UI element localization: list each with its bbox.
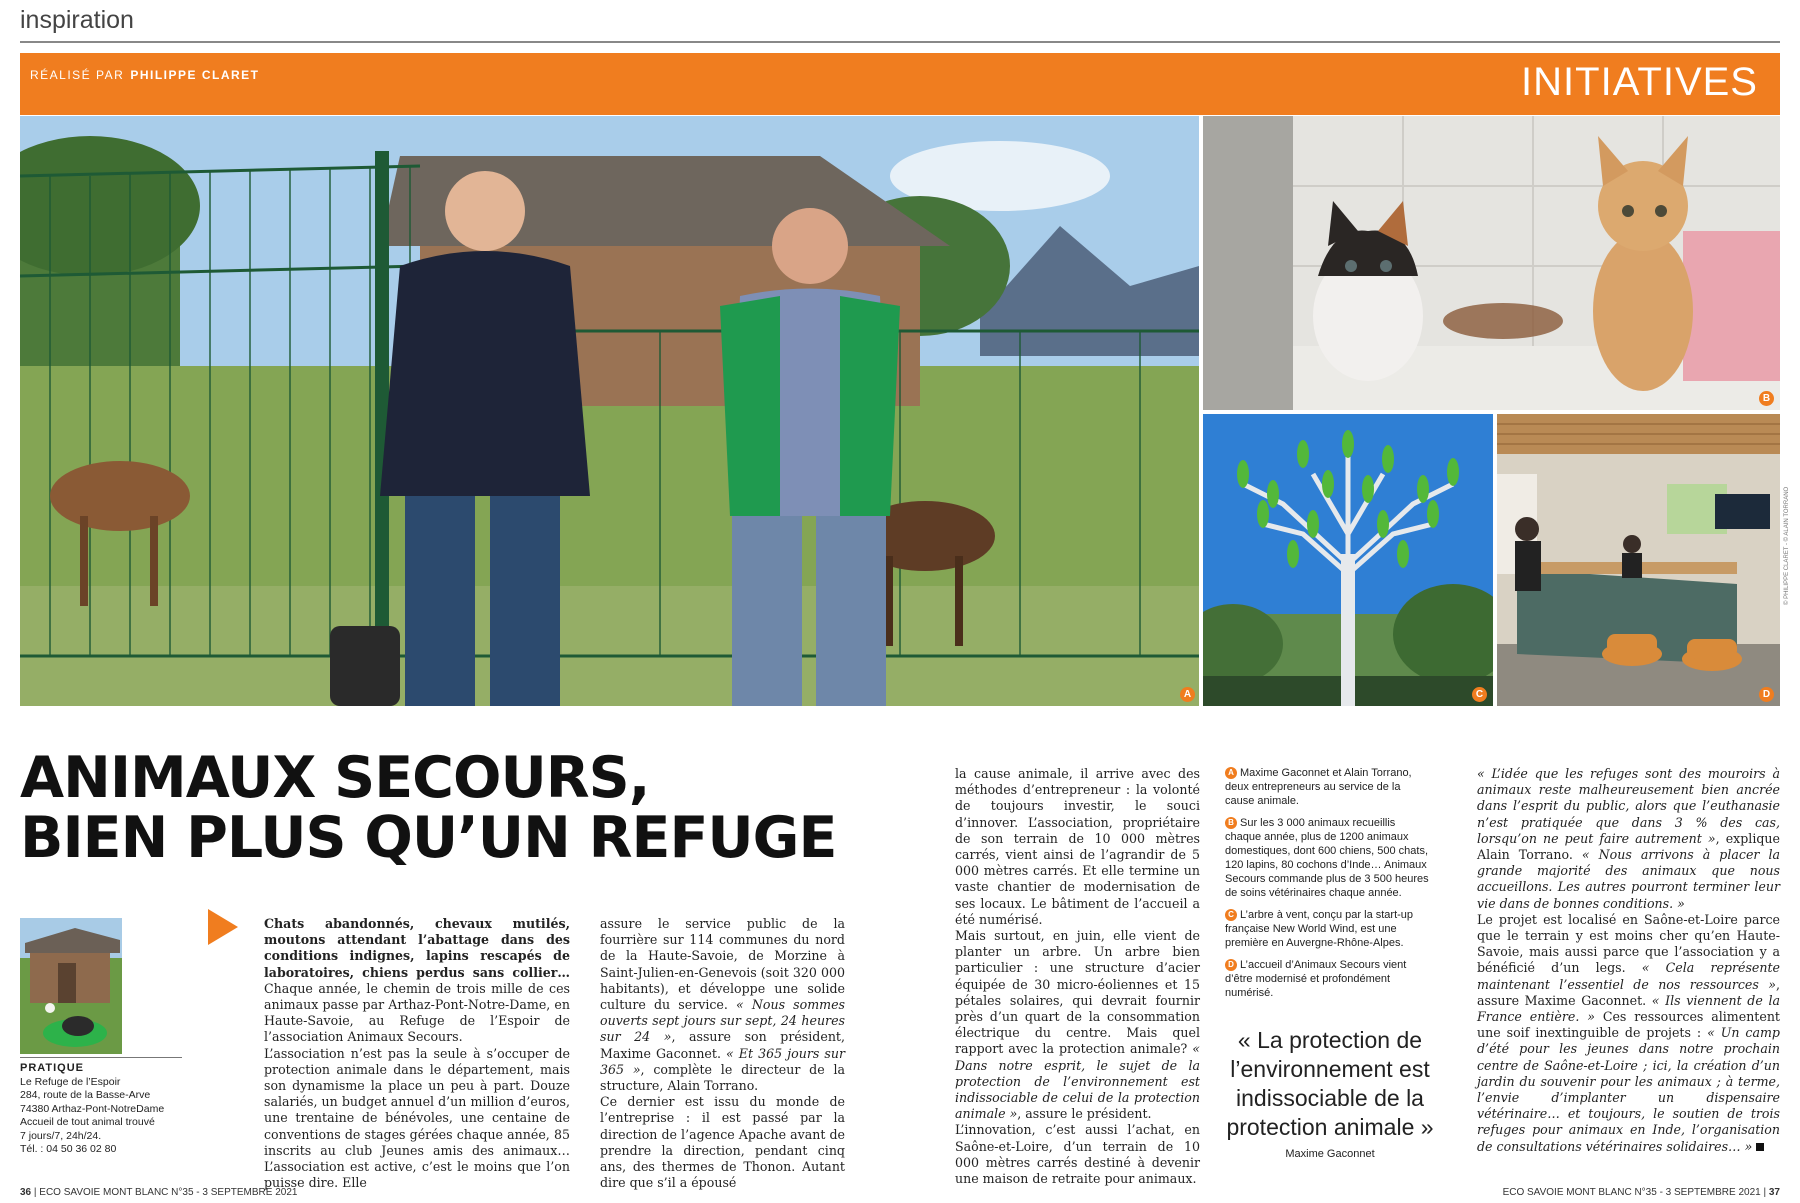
section-label: inspiration <box>20 6 134 34</box>
photo-d-illustration <box>1497 414 1780 706</box>
byline-prefix: RÉALISÉ PAR <box>30 68 125 82</box>
caption-a <box>1225 766 1430 808</box>
lead-bold: Chats abandonnés, chevaux mutilés, moutons attendant l’abattage dans des conditions indignes, lapins rescapés de laboratoires, chiens perdus sans collier… <box>264 916 570 980</box>
byline <box>30 68 260 82</box>
headline <box>20 745 837 871</box>
pratique-line: 74380 Arthaz-Pont-NotreDame <box>20 1102 165 1115</box>
text-run: , assure Maxime Gaconnet. <box>1477 976 1780 1008</box>
photo-a-illustration <box>20 116 1199 706</box>
pratique-line: 7 jours/7, 24h/24. <box>20 1129 102 1142</box>
photo-a-founders <box>20 116 1199 706</box>
pratique-rule <box>20 1057 182 1058</box>
pratique-thumbnail <box>20 918 122 1054</box>
quote-run: « Cela représente maintenant l’essentiel de nos ressources » <box>1477 960 1780 992</box>
text-run: , complète le directeur de la structure, Alain Torrano. <box>600 1061 845 1094</box>
page-number-right: 37 <box>1768 1187 1780 1198</box>
caption-text: L’accueil d’Animaux Secours vient d’être modernisé et profondément numérisé. <box>1225 959 1407 999</box>
caption-text: Maxime Gaconnet et Alain Torrano, deux entrepreneurs au service de la cause animale. <box>1225 767 1412 807</box>
paragraph: L’association n’est pas la seule à s’occuper de protection animale dans le département, mais son dynamisme la place un peu à part. Douze salariés, un budget annuel d’un million d’euros, une trentaine de bénévoles, une centaine de conventions de stages gérées chaque année, 85 inscrits au club Jeunes amis des animaux… L’association est active, c’est le moins que l’on puisse dire. Elle <box>264 1045 570 1191</box>
text-run: , explique Alain Torrano. <box>1477 830 1780 863</box>
pratique-line: Accueil de tout animal trouvé <box>20 1116 155 1128</box>
footer-right-text: ECO SAVOIE MONT BLANC N°35 - 3 SEPTEMBRE 2021 | <box>1502 1187 1767 1198</box>
pratique-line: 284, route de la Basse-Arve <box>20 1089 151 1101</box>
pratique-title: PRATIQUE <box>20 1062 85 1074</box>
quote-run: « Dans notre esprit, le sujet de la protection de l’environnement est indissociable de celui de la protection animale » <box>955 1041 1200 1122</box>
caption-d <box>1225 958 1430 1000</box>
paragraph <box>1477 912 1780 1155</box>
article-column-5 <box>1477 766 1780 1155</box>
paragraph <box>955 928 1200 1122</box>
text-run: Mais surtout, en juin, elle vient de planter un arbre. Un arbre bien particulier : une structure d’acier équipée de 30 micro-éoliennes et 15 pétales solaires, qui devrait fournir près d’un quart de la consommation électrique du centre. Mais quel rapport avec la protection animale? <box>955 928 1200 1057</box>
caption-text: L’arbre à vent, conçu par la start-up française New World Wind, est une première en Auvergne-Rhône-Alpes. <box>1225 909 1414 949</box>
rubric-band <box>20 53 1780 115</box>
text-run: assure le service public de la fourrière sur 114 communes du nord de la Haute-Savoie, de Morzine à Saint-Julien-en-Genevois (soit 320 000 habitants), et développe une solide culture du service. <box>600 916 845 1013</box>
footer-right <box>1503 1187 1780 1198</box>
text-run: , assure son président, Maxime Gaconnet. <box>600 1029 845 1061</box>
photo-c-wind-tree <box>1203 414 1493 706</box>
photo-letter-a: A <box>1180 687 1195 702</box>
photo-captions <box>1225 766 1430 1008</box>
photo-credit: © PHILIPPE CLARET - © ALAIN TORRANO <box>1784 486 1790 605</box>
headline-line-2: BIEN PLUS QU’UN REFUGE <box>20 805 837 871</box>
caption-letter-b: B <box>1225 817 1237 829</box>
paragraph <box>1477 766 1780 912</box>
pratique-box <box>20 1062 190 1157</box>
quote-run: « Et 365 jours sur 365 » <box>600 1045 845 1077</box>
text-run: , assure le président. <box>1017 1106 1152 1122</box>
caption-c <box>1225 908 1430 950</box>
article-column-3 <box>955 766 1200 1187</box>
quote-run: « Nous arrivons à placer la grande majorité des animaux que nous accueillons. Les autres pourront terminer leur vie dans de bonnes conditions. » <box>1477 847 1780 911</box>
byline-author: PHILIPPE CLARET <box>130 68 260 82</box>
footer-left <box>20 1187 297 1198</box>
footer-left-text: | ECO SAVOIE MONT BLANC N°35 - 3 SEPTEMBRE 2021 <box>33 1187 298 1198</box>
paragraph: Ce dernier est issu du monde de l’entreprise : il est passé par la direction de l’agence Apache avant de prendre la direction, pendant cinq ans, des thermes de Thonon. Autant dire que s’il a épousé <box>600 1094 845 1191</box>
caption-letter-d: D <box>1225 959 1237 971</box>
photo-b-illustration <box>1203 116 1780 410</box>
caption-b <box>1225 816 1430 900</box>
pratique-line: Le Refuge de l’Espoir <box>20 1075 121 1088</box>
end-mark-icon <box>1756 1143 1764 1151</box>
paragraph: la cause animale, il arrive avec des méthodes d’entrepreneur : la volonté de toujours investir, le souci d’innover. L’association, propriétaire de son terrain de 10 000 mètres carrés, vient ainsi de l’agrandir de 5 000 mètres carrés. Et elle termine un vaste chantier de modernisation de ses locaux. Le bâtiment de l’accueil a été numérisé. <box>955 766 1200 927</box>
headline-line-1: ANIMAUX SECOURS, <box>20 745 650 811</box>
top-rule <box>20 41 1780 43</box>
lead-paragraph <box>264 916 570 1046</box>
pratique-line: Tél. : 04 50 36 02 80 <box>20 1143 117 1155</box>
pull-quote-author: Maxime Gaconnet <box>1285 1148 1375 1160</box>
quote-run: « Nous sommes ouverts sept jours sur sept, 24 heures sur 24 » <box>600 997 846 1045</box>
text-run: Le projet est localisé en Saône-et-Loire parce que le terrain y est moins cher qu’en Haute-Savoie, mais aussi parce que l’association y a bénéficié d’un legs. <box>1477 911 1780 976</box>
caption-text: Sur les 3 000 animaux recueillis chaque année, plus de 1200 animaux domestiques, dont 600 chiens, 500 chats, 120 lapins, 80 cochons d’Inde… Animaux Secours commande plus de 3 500 heures de soins vétérinaires chaque année. <box>1225 817 1429 899</box>
quote-run: « Un camp d’été pour les jeunes dans notre prochain centre de Saône-et-Loire ; ici, la création d’un jardin du souvenir pour les animaux ; à terme, l’envie d’implanter un dispensaire vétérinaire… et toujours, le soutien de trois refuges pour animaux en Inde, l’organisation de consultations vétérinaires solidaires… » <box>1477 1025 1780 1154</box>
lead-arrow-icon <box>208 909 238 945</box>
lead-rest: Chaque année, le chemin de trois mille de ces animaux passe par Arthaz-Pont-Notre-Dame, en Haute-Savoie, au Refuge de l’Espoir de l’association Animaux Secours. <box>264 980 570 1045</box>
paragraph: L’innovation, c’est aussi l’achat, en Saône-et-Loire, d’un terrain de 10 000 mètres carrés destiné à devenir une maison de retraite pour animaux. <box>955 1122 1200 1187</box>
photo-d-reception <box>1497 414 1780 706</box>
quote-run: « L’idée que les refuges sont des mouroirs à animaux reste malheureusement bien ancrée dans l’esprit du public, alors que l’euthanasie n’est pratiquée que dans 3 % des cas, lorsqu’on ne peut faire autrement » <box>1477 766 1780 846</box>
page-number-left: 36 <box>20 1187 32 1198</box>
caption-letter-a: A <box>1225 767 1237 779</box>
photo-b-kittens <box>1203 116 1780 410</box>
caption-letter-c: C <box>1225 909 1237 921</box>
pull-quote: « La protection de l’environnement est indissociable de la protection animale » <box>1226 1027 1434 1140</box>
photo-letter-c: C <box>1472 687 1487 702</box>
rubric-title: INITIATIVES <box>1521 60 1758 104</box>
paragraph <box>600 916 845 1094</box>
article-column-2 <box>600 916 845 1191</box>
quote-run: « Ils viennent de la France entière. » <box>1477 992 1780 1025</box>
pratique-thumbnail-illustration <box>20 918 122 1054</box>
photo-letter-b: B <box>1759 391 1774 406</box>
text-run: Ces ressources alimentent une soif inextinguible de projets : <box>1477 1009 1780 1041</box>
photo-letter-d: D <box>1759 687 1774 702</box>
article-column-1 <box>264 916 570 1191</box>
photo-c-illustration <box>1203 414 1493 706</box>
